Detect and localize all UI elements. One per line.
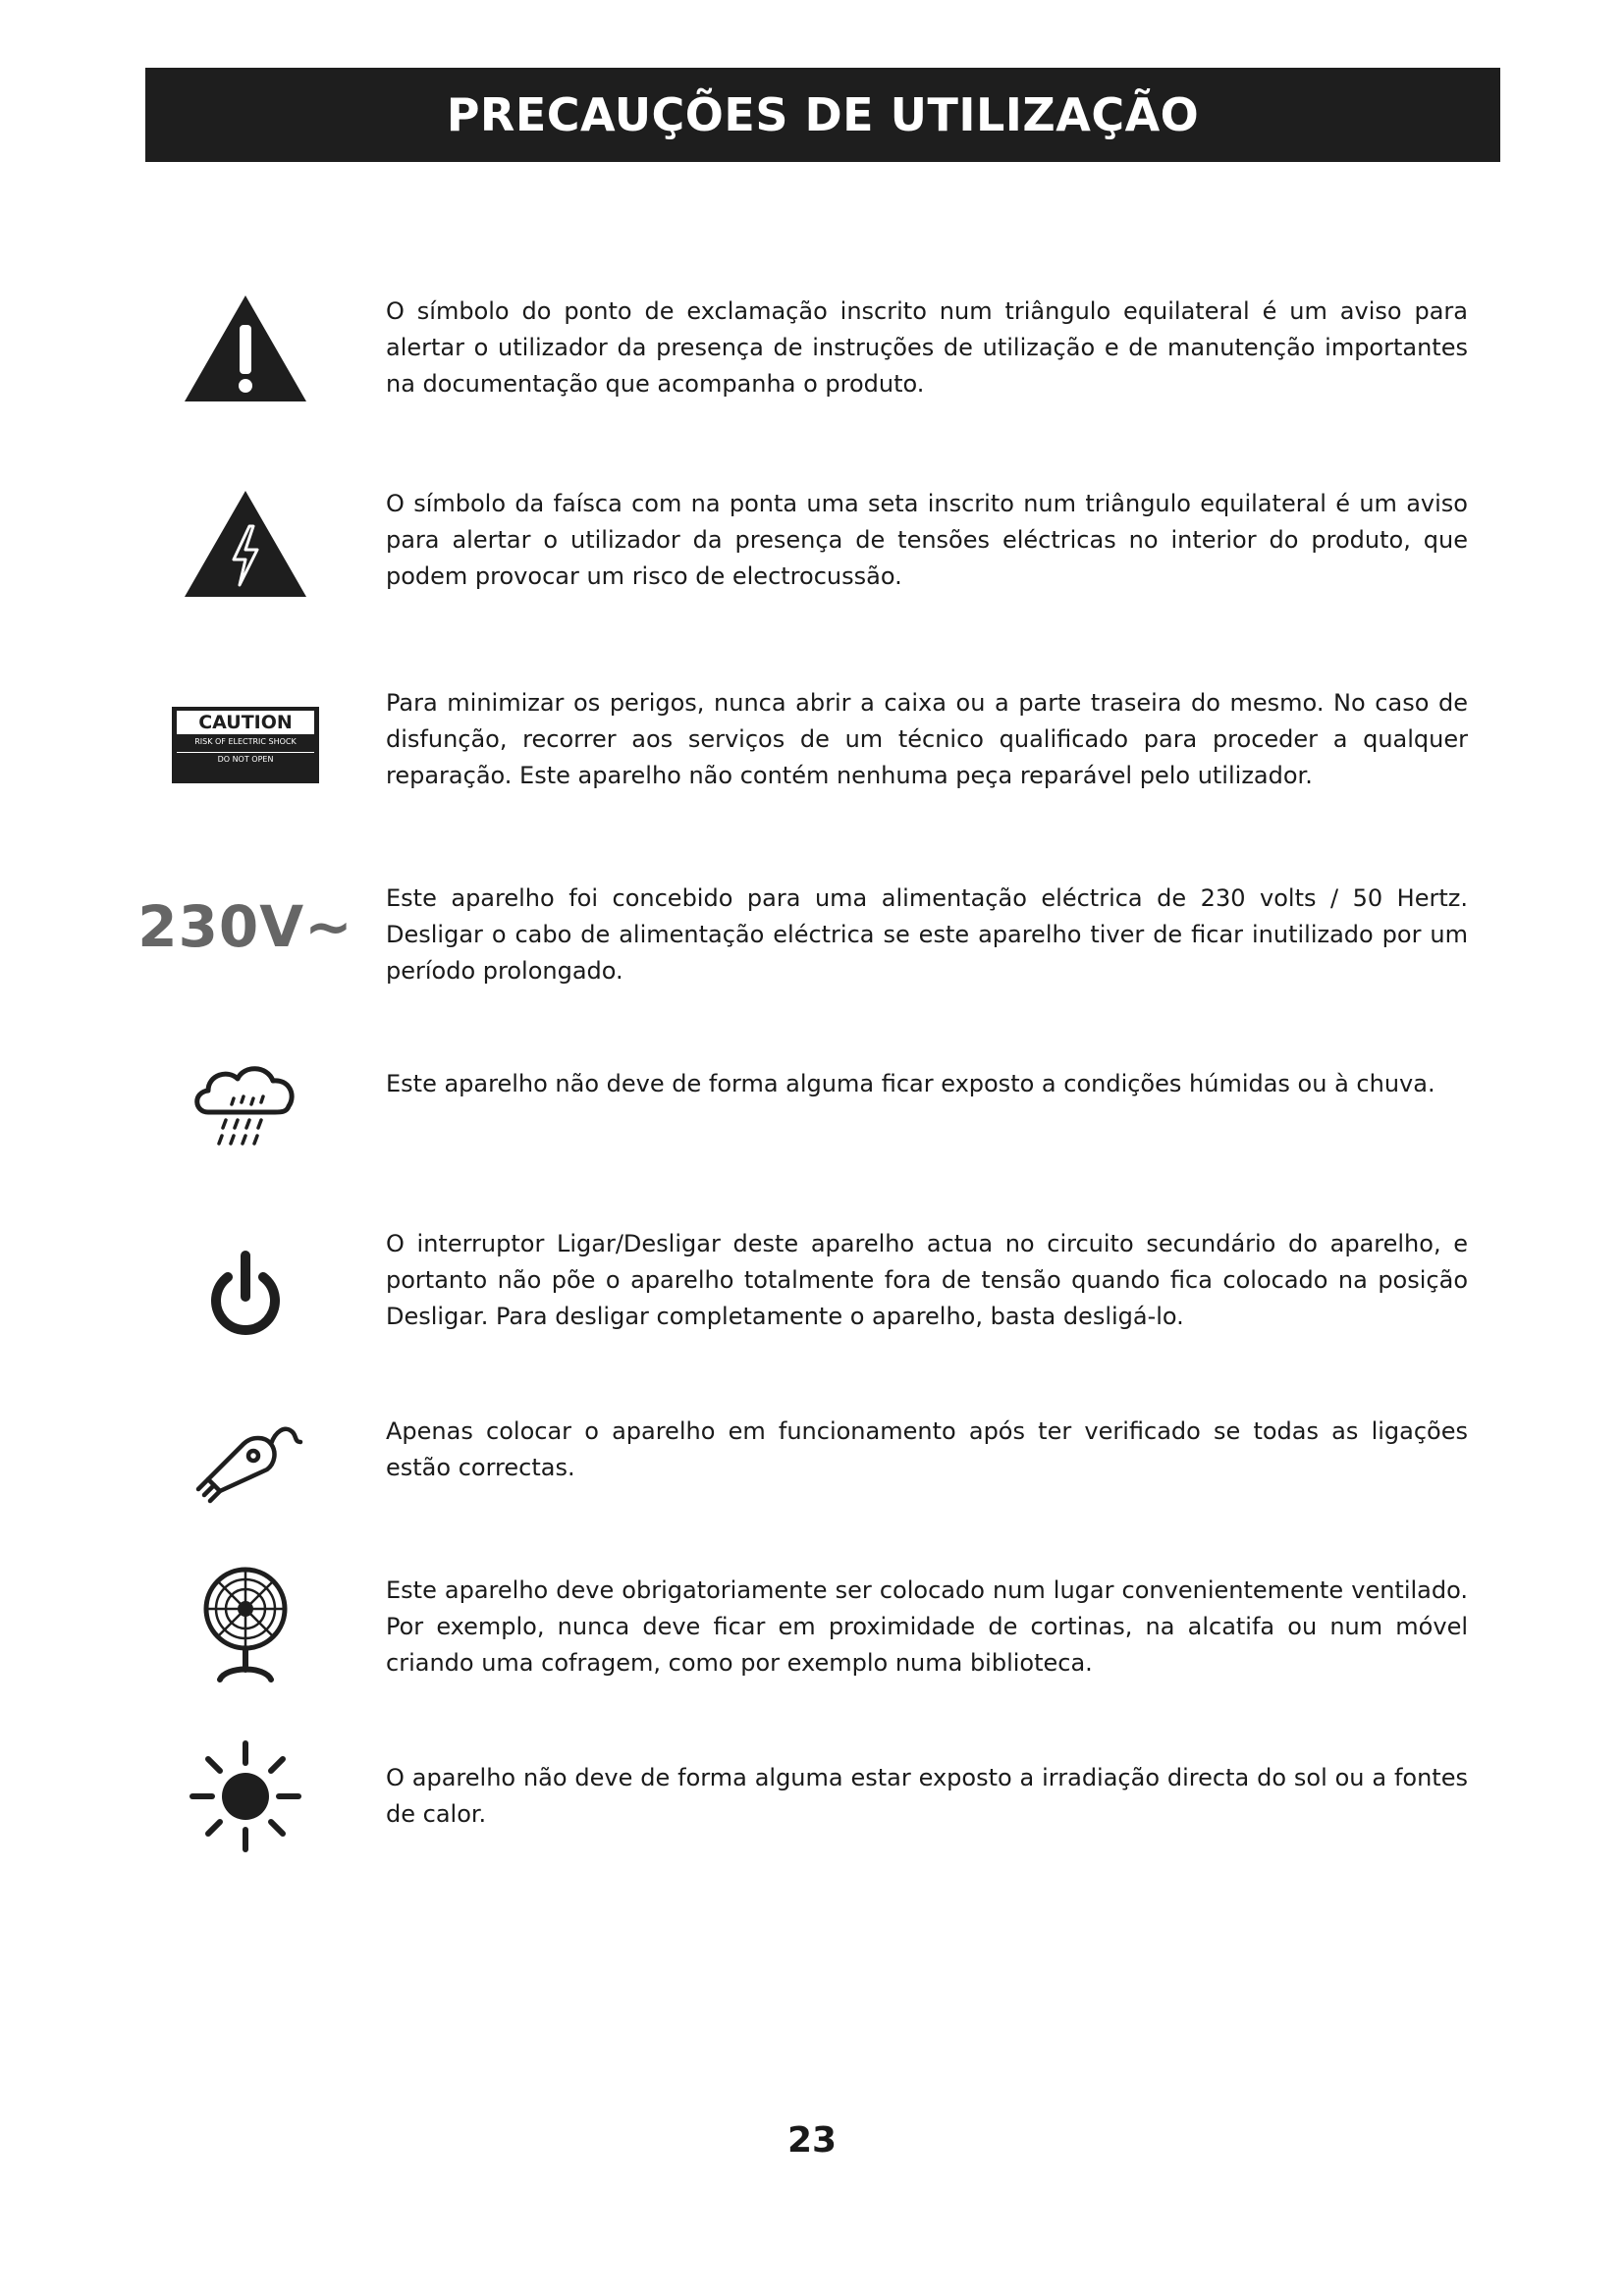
precaution-text: O aparelho não deve de forma alguma estar exposto a irradiação directa do sol ou a fontes de calor. xyxy=(386,1764,1468,1828)
precaution-text: Este aparelho não deve de forma alguma ficar exposto a condições húmidas ou à chuva. xyxy=(386,1070,1435,1097)
plug-icon xyxy=(147,1404,344,1512)
precaution-text: Este aparelho foi concebido para uma alimentação eléctrica de 230 volts / 50 Hertz. Desligar o cabo de alimentação eléctrica se este aparelho tiver de ficar inutilizado por um período prolongado. xyxy=(386,884,1468,985)
caution-title: CAUTION xyxy=(177,711,314,734)
sun-icon xyxy=(147,1733,344,1860)
precaution-text: O interruptor Ligar/Desligar deste aparelho actua no circuito secundário do aparelho, e portanto não põe o aparelho totalmente fora de tensão quando fica colocado na posição Desligar. Para desligar completamente o aparelho, basta desligá-lo. xyxy=(386,1230,1468,1330)
precaution-text: Este aparelho deve obrigatoriamente ser colocado num lugar convenientemente ventilado. Por exemplo, nunca deve ficar em proximidade de cortinas, na alcatifa ou num móvel criando uma cofragem, como por exemplo numa biblioteca. xyxy=(386,1576,1468,1677)
precaution-text: Apenas colocar o aparelho em funcionamento após ter verificado se todas as ligações estão correctas. xyxy=(386,1417,1468,1481)
precaution-text: O símbolo do ponto de exclamação inscrito num triângulo equilateral é um aviso para alertar o utilizador da presença de instruções de utilização e de manutenção importantes na documentação que acompanha o produto. xyxy=(386,297,1468,398)
rain-cloud-icon xyxy=(147,1050,344,1158)
voltage-icon xyxy=(137,882,353,971)
power-icon xyxy=(147,1238,344,1356)
caution-subtitle-2: DO NOT OPEN xyxy=(177,752,314,765)
page-number: 23 xyxy=(786,2120,838,2161)
caution-label-icon xyxy=(147,701,344,789)
fan-icon xyxy=(147,1561,344,1688)
exclamation-triangle-icon xyxy=(147,290,344,407)
precaution-text: Para minimizar os perigos, nunca abrir a caixa ou a parte traseira do mesmo. No caso de disfunção, recorrer aos serviços de um técnico qualificado para proceder a qualquer reparação. Este aparelho não contém nenhuma peça reparável pelo utilizador. xyxy=(386,689,1468,789)
title-bar xyxy=(145,68,1500,162)
caution-label xyxy=(172,707,319,783)
caution-subtitle: RISK OF ELECTRIC SHOCK xyxy=(194,737,297,746)
page-title: PRECAUÇÕES DE UTILIZAÇÃO xyxy=(446,88,1200,141)
precaution-text: O símbolo da faísca com na ponta uma seta inscrito num triângulo equilateral é um aviso para alertar o utilizador da presença de tensões eléctricas no interior do produto, que podem provocar um risco de electrocussão. xyxy=(386,490,1468,590)
lightning-triangle-icon xyxy=(147,485,344,603)
voltage-label: 230V~ xyxy=(137,893,353,960)
